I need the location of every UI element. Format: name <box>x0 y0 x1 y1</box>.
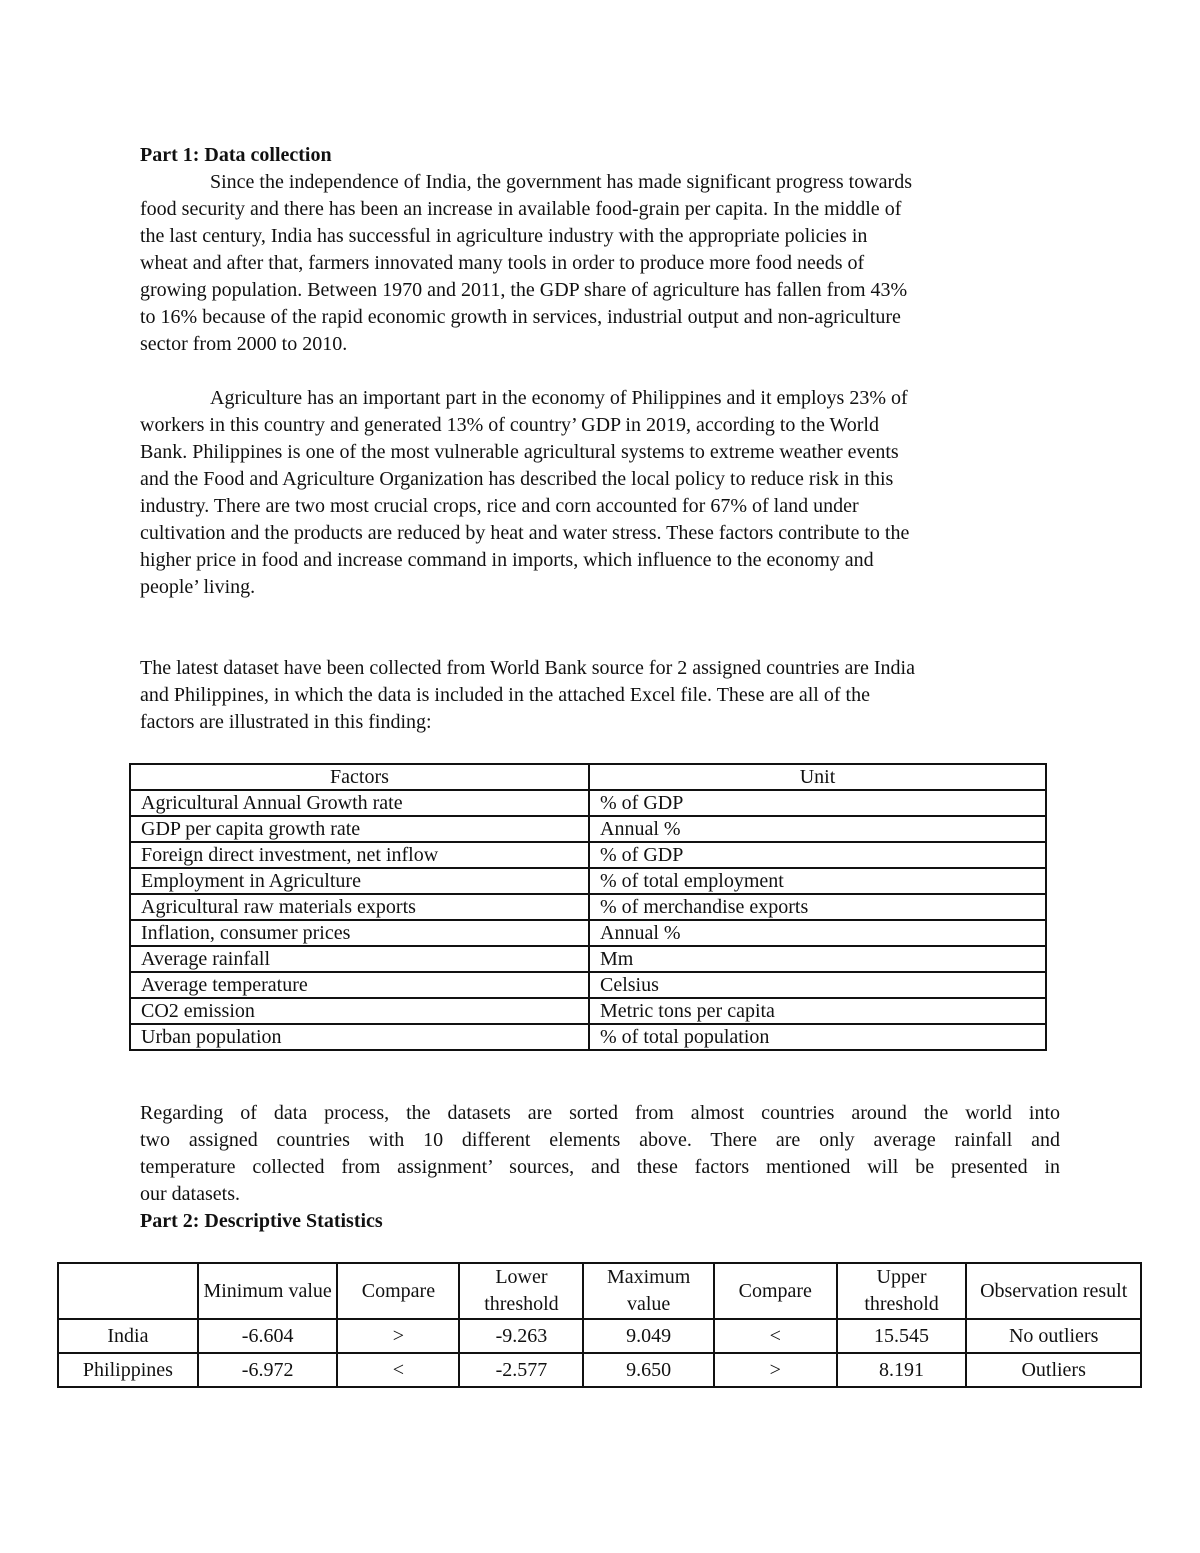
table-cell: Compare <box>337 1263 459 1319</box>
table-cell: -6.972 <box>198 1353 338 1387</box>
table-cell: Average temperature <box>130 972 589 998</box>
table-cell: Agricultural raw materials exports <box>130 894 589 920</box>
part1-heading: Part 1: Data collection <box>140 144 332 166</box>
table-cell: Lower threshold <box>459 1263 583 1319</box>
text-line: factors are illustrated in this finding: <box>140 711 432 733</box>
text-line: The latest dataset have been collected from World Bank source for 2 assigned countries are India <box>140 657 915 679</box>
text-line: people’ living. <box>140 576 256 598</box>
table-cell: India <box>58 1319 198 1353</box>
text-line: temperature collected from assignment’ sources, and these factors mentioned will be presented in <box>140 1156 1060 1178</box>
table-cell: CO2 emission <box>130 998 589 1024</box>
text-line: and Philippines, in which the data is included in the attached Excel file. These are all of the <box>140 684 870 706</box>
text-line: workers in this country and generated 13% of country’ GDP in 2019, according to the World <box>140 414 879 436</box>
table-cell: < <box>714 1319 837 1353</box>
table-row <box>130 868 1046 894</box>
table-cell: > <box>337 1319 459 1353</box>
table-cell: % of total population <box>589 1024 1046 1050</box>
table-row <box>130 894 1046 920</box>
table-cell: GDP per capita growth rate <box>130 816 589 842</box>
paragraph-india <box>140 169 1060 358</box>
table-cell: Foreign direct investment, net inflow <box>130 842 589 868</box>
text-line: the last century, India has successful in agriculture industry with the appropriate policies in <box>140 225 868 247</box>
table-row <box>130 842 1046 868</box>
table-cell: Average rainfall <box>130 946 589 972</box>
text-line: higher price in food and increase command in imports, which influence to the economy and <box>140 549 874 571</box>
paragraph-philippines <box>140 385 1060 601</box>
table-cell: % of GDP <box>589 842 1046 868</box>
table-cell: Metric tons per capita <box>589 998 1046 1024</box>
table-row <box>130 816 1046 842</box>
text-line: Regarding of data process, the datasets are sorted from almost countries around the world into <box>140 1102 1060 1124</box>
table-cell: Outliers <box>966 1353 1141 1387</box>
table-cell: % of total employment <box>589 868 1046 894</box>
text-line: growing population. Between 1970 and 2011, the GDP share of agriculture has fallen from 43% <box>140 279 908 301</box>
descriptive-statistics-table <box>57 1262 1142 1388</box>
table-cell: > <box>714 1353 837 1387</box>
part2-heading: Part 2: Descriptive Statistics <box>140 1210 383 1232</box>
text-line: to 16% because of the rapid economic growth in services, industrial output and non-agriculture <box>140 306 901 328</box>
text-line: our datasets. <box>140 1183 240 1205</box>
factors-table <box>129 763 1047 1051</box>
table-row <box>130 790 1046 816</box>
table-cell: -9.263 <box>459 1319 583 1353</box>
text-line: Agriculture has an important part in the economy of Philippines and it employs 23% of <box>210 387 908 409</box>
table-row <box>130 946 1046 972</box>
table-cell: Philippines <box>58 1353 198 1387</box>
table-cell: Unit <box>589 764 1046 790</box>
table-cell: Factors <box>130 764 589 790</box>
table-cell: 8.191 <box>837 1353 967 1387</box>
table-cell <box>58 1263 198 1319</box>
text-line: wheat and after that, farmers innovated many tools in order to produce more food needs of <box>140 252 865 274</box>
table-cell: Observation result <box>966 1263 1141 1319</box>
table-cell: Compare <box>714 1263 837 1319</box>
table-cell: Annual % <box>589 816 1046 842</box>
text-line: Since the independence of India, the government has made significant progress towards <box>210 171 913 193</box>
text-line: industry. There are two most crucial crops, rice and corn accounted for 67% of land under <box>140 495 859 517</box>
table-cell: Upper threshold <box>837 1263 967 1319</box>
table-cell: Celsius <box>589 972 1046 998</box>
table-cell: % of merchandise exports <box>589 894 1046 920</box>
table-cell: Employment in Agriculture <box>130 868 589 894</box>
text-line: and the Food and Agriculture Organization has described the local policy to reduce risk in this <box>140 468 894 490</box>
paragraph-data-process <box>140 1100 1060 1208</box>
table-row <box>58 1319 1141 1353</box>
text-line: food security and there has been an increase in available food-grain per capita. In the middle of <box>140 198 902 220</box>
table-cell: 9.049 <box>583 1319 713 1353</box>
text-line: Bank. Philippines is one of the most vulnerable agricultural systems to extreme weather events <box>140 441 899 463</box>
paragraph-dataset <box>140 655 1060 736</box>
table-row <box>58 1353 1141 1387</box>
table-cell: 15.545 <box>837 1319 967 1353</box>
text-line: two assigned countries with 10 different elements above. There are only average rainfall and <box>140 1129 1060 1151</box>
table-cell: No outliers <box>966 1319 1141 1353</box>
table-cell: Annual % <box>589 920 1046 946</box>
table-cell: Agricultural Annual Growth rate <box>130 790 589 816</box>
table-cell: Inflation, consumer prices <box>130 920 589 946</box>
table-cell: Urban population <box>130 1024 589 1050</box>
text-line: sector from 2000 to 2010. <box>140 333 348 355</box>
table-cell: < <box>337 1353 459 1387</box>
table-cell: Maximum value <box>583 1263 713 1319</box>
table-cell: -6.604 <box>198 1319 338 1353</box>
table-cell: % of GDP <box>589 790 1046 816</box>
table-cell: -2.577 <box>459 1353 583 1387</box>
table-row <box>130 998 1046 1024</box>
table-row <box>130 920 1046 946</box>
text-line: cultivation and the products are reduced by heat and water stress. These factors contribute to the <box>140 522 910 544</box>
table-header-row <box>58 1263 1141 1319</box>
table-row <box>130 1024 1046 1050</box>
table-header-row <box>130 764 1046 790</box>
table-cell: 9.650 <box>583 1353 713 1387</box>
table-row <box>130 972 1046 998</box>
table-cell: Mm <box>589 946 1046 972</box>
table-cell: Minimum value <box>198 1263 338 1319</box>
